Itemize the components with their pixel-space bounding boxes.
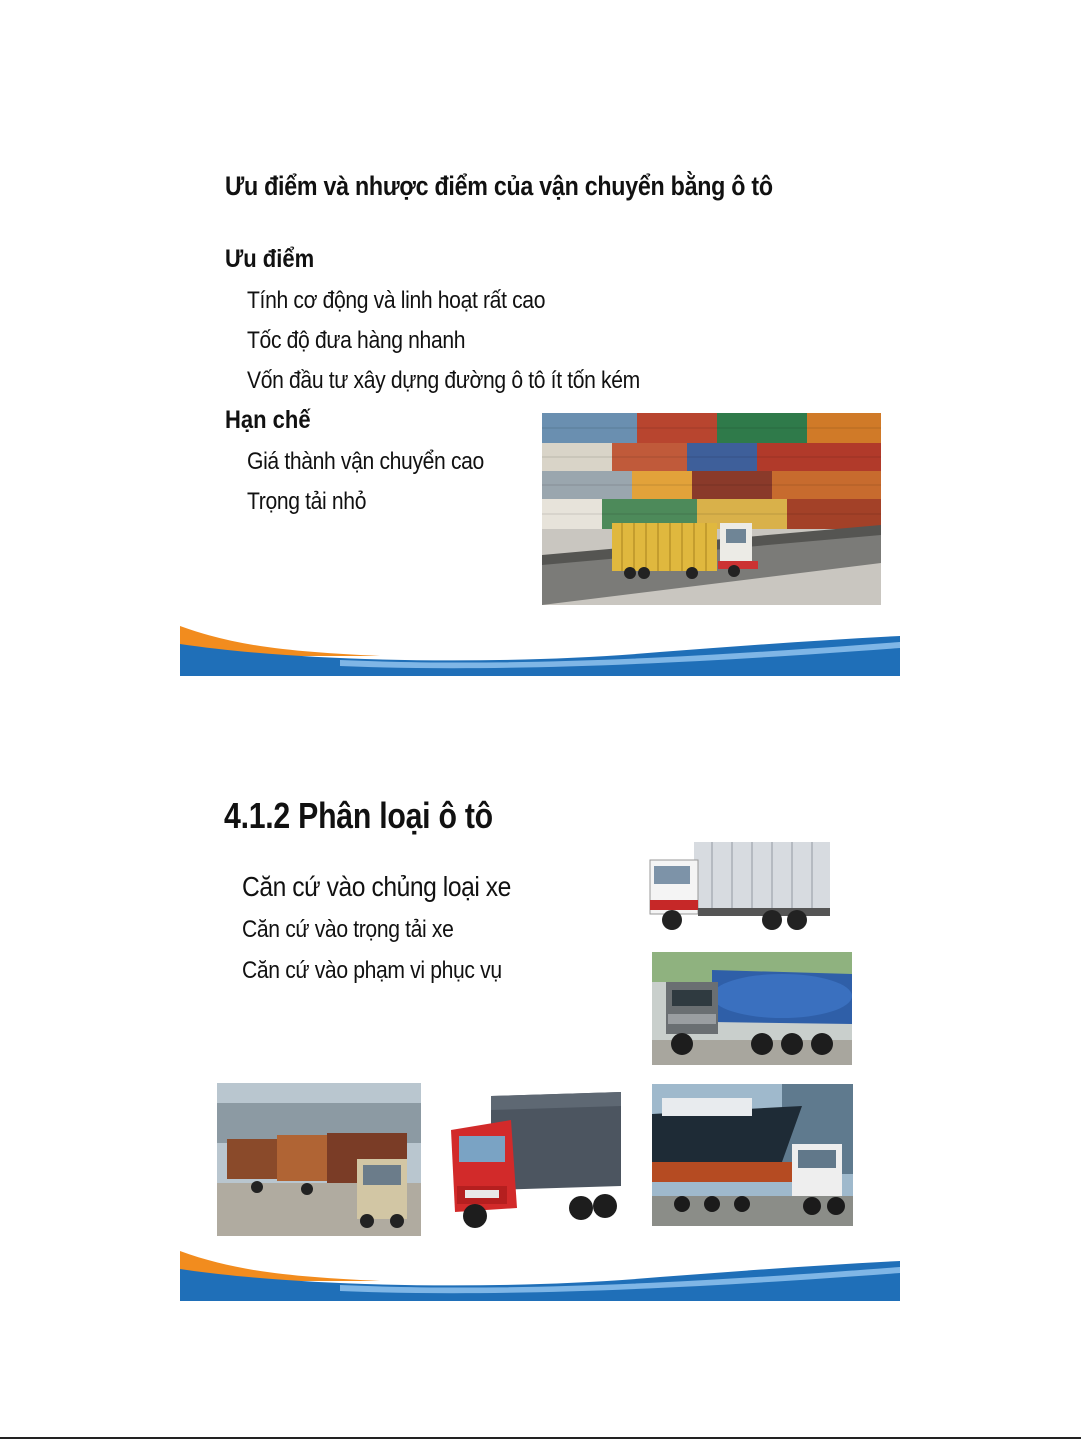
decorative-swoosh bbox=[180, 622, 900, 678]
slide2-title: 4.1.2 Phân loại ô tô bbox=[224, 795, 493, 836]
tanker-truck-photo bbox=[652, 952, 852, 1065]
yacht-transport-truck-photo bbox=[652, 1084, 853, 1226]
advantage-item: Tốc độ đưa hàng nhanh bbox=[247, 327, 466, 354]
limitation-item: Giá thành vận chuyển cao bbox=[247, 448, 484, 475]
classification-item: Căn cứ vào chủng loại xe bbox=[242, 871, 511, 902]
limitation-item: Trọng tải nhỏ bbox=[247, 488, 367, 515]
advantages-heading: Ưu điểm bbox=[225, 245, 315, 273]
advantage-item: Tính cơ động và linh hoạt rất cao bbox=[247, 287, 546, 314]
advantage-item: Vốn đầu tư xây dựng đường ô tô ít tốn kém bbox=[247, 367, 640, 394]
container-port-photo bbox=[542, 413, 881, 605]
classification-item: Căn cứ vào phạm vi phục vụ bbox=[242, 957, 502, 984]
limitations-heading: Hạn chế bbox=[225, 406, 311, 434]
classification-item: Căn cứ vào trọng tải xe bbox=[242, 916, 454, 943]
slide1-title: Ưu điểm và nhược điểm của vận chuyển bằng ô tô bbox=[225, 171, 773, 201]
decorative-swoosh bbox=[180, 1247, 900, 1303]
red-cargo-truck-photo bbox=[431, 1090, 629, 1233]
container-trucks-convoy-photo bbox=[217, 1083, 421, 1236]
page-bottom-rule bbox=[0, 1437, 1081, 1439]
box-truck-photo bbox=[642, 838, 834, 934]
